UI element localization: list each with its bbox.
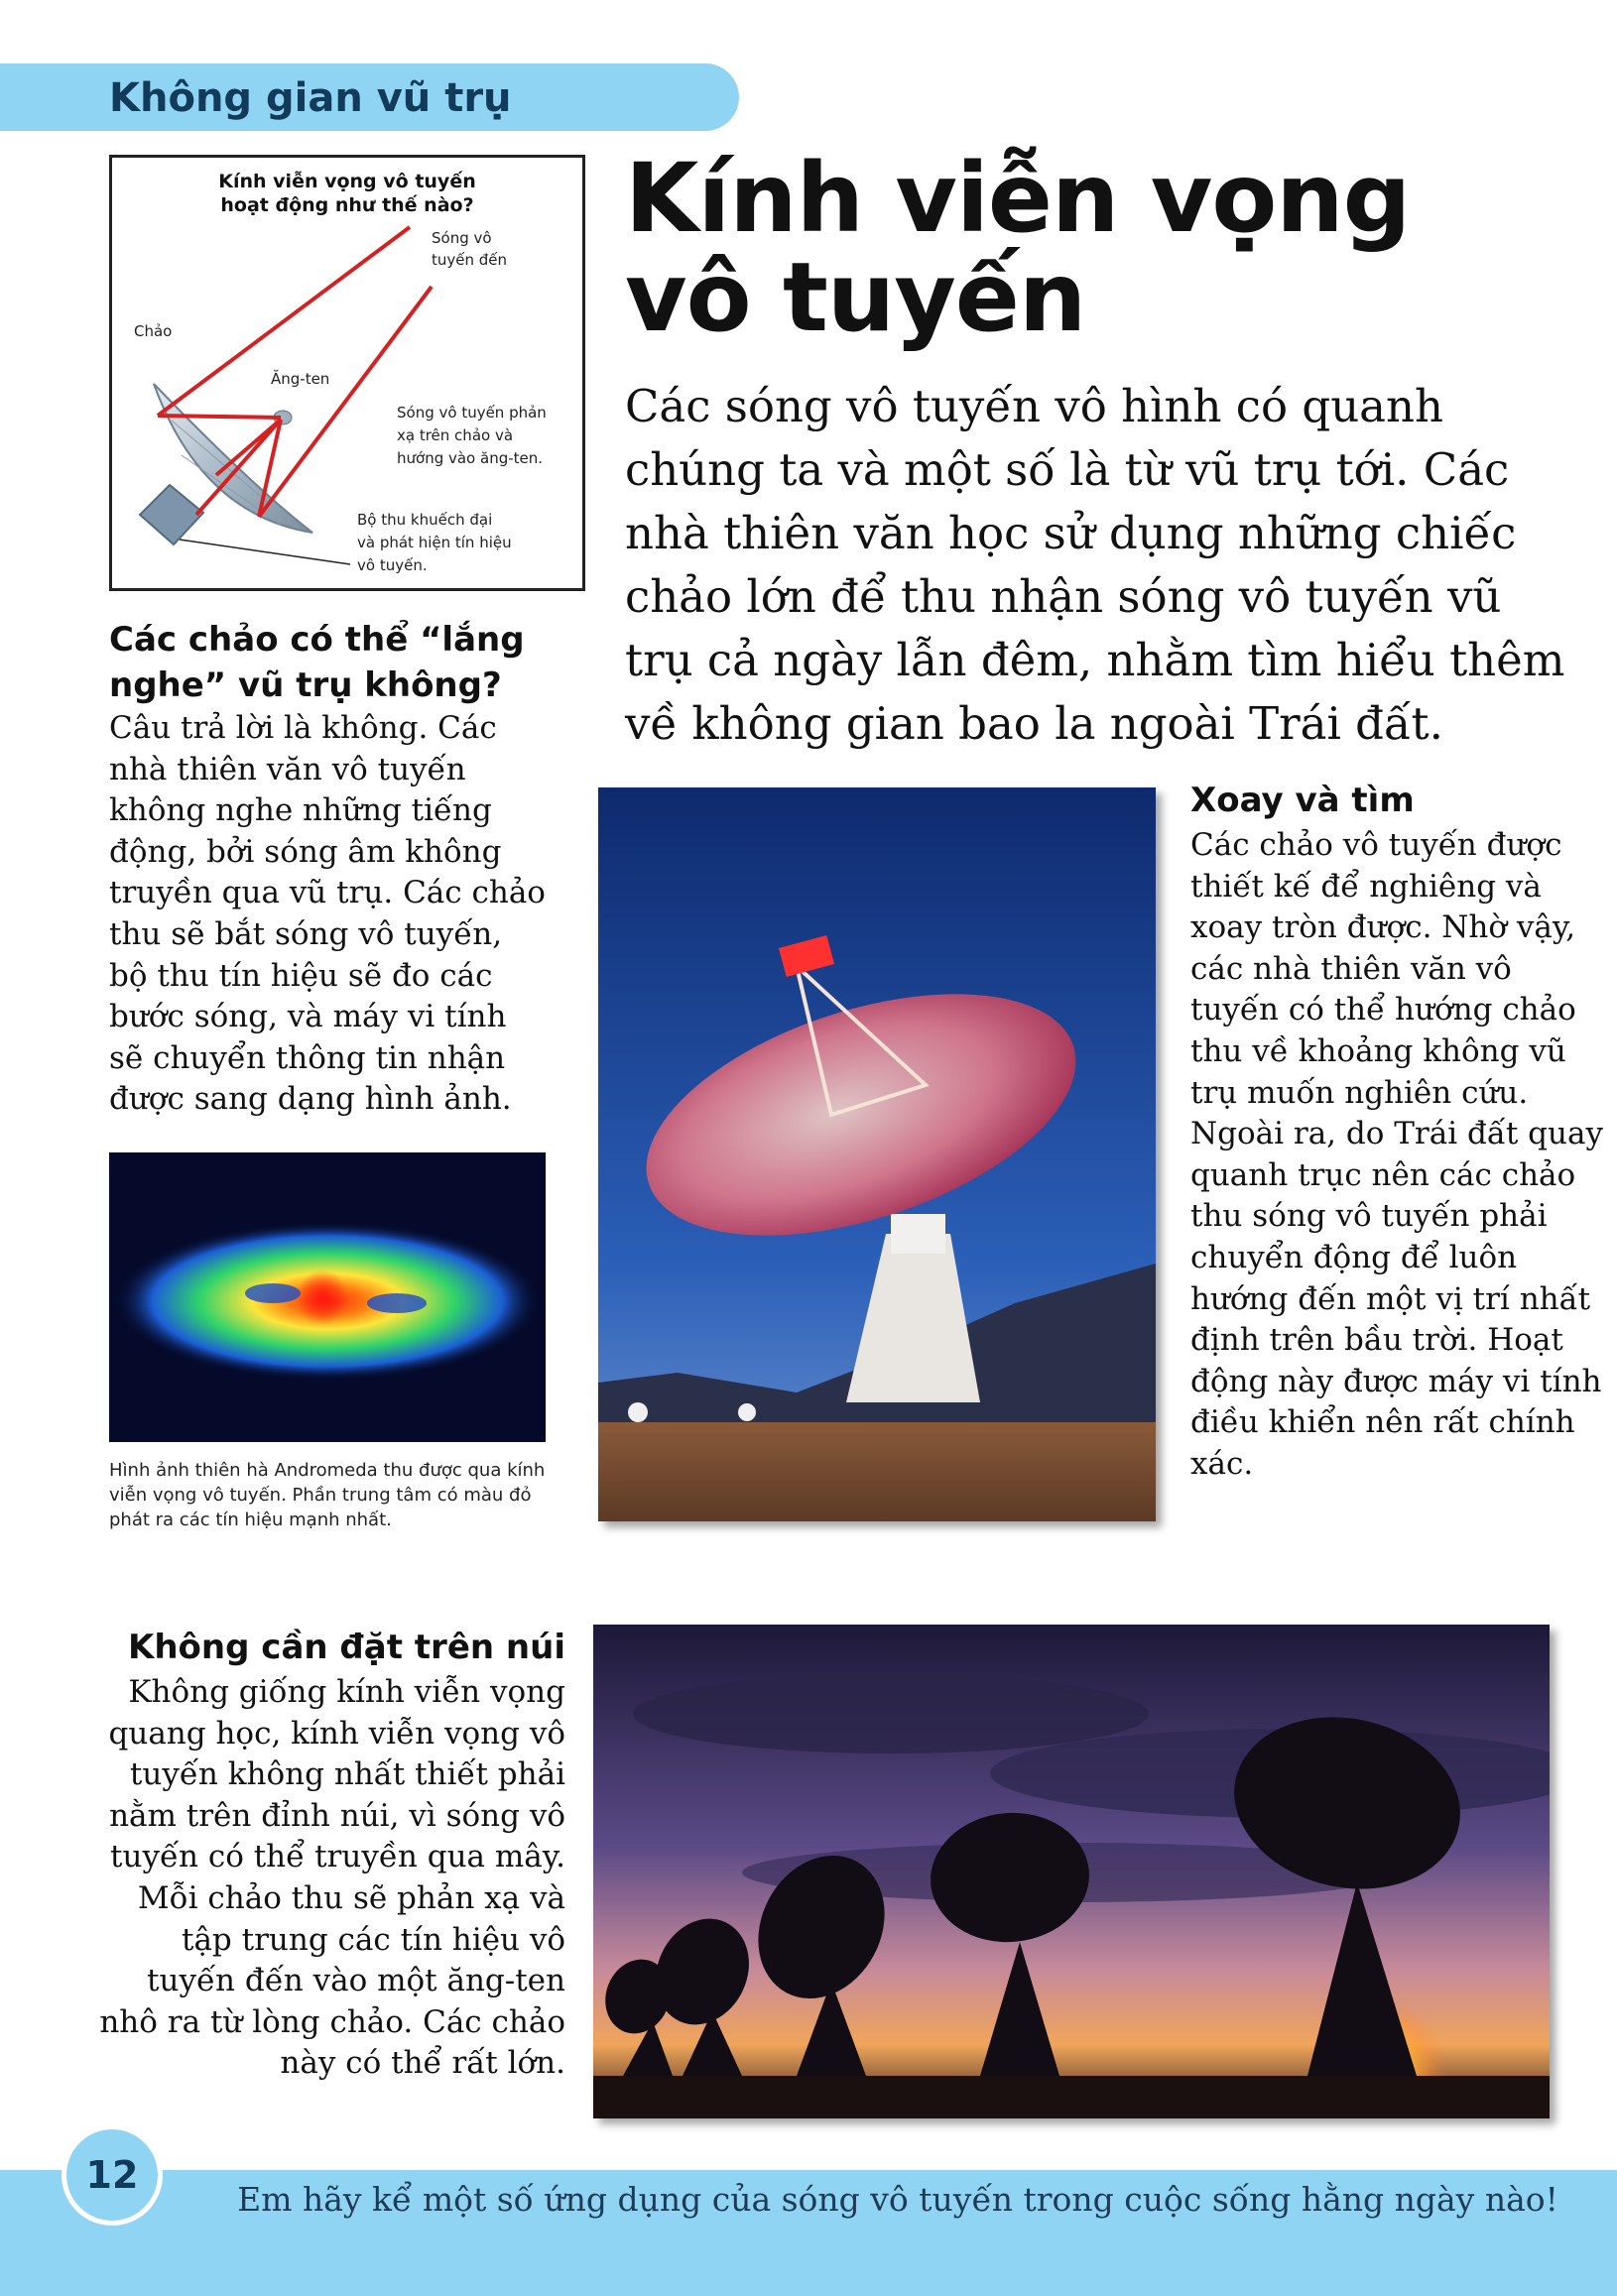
page-number: 12 xyxy=(62,2124,163,2226)
label-receiver-1: Bộ thu khuếch đại xyxy=(357,511,493,529)
label-receiver-3: vô tuyến. xyxy=(357,556,428,574)
label-waves-in-2: tuyến đến xyxy=(432,251,508,269)
label-reflect-3: hướng vào ăng-ten. xyxy=(397,449,544,467)
receiver-box xyxy=(140,485,203,544)
radio-dish-night-photo xyxy=(598,787,1156,1521)
dish-array-sunset-photo xyxy=(593,1625,1550,2118)
andromeda-radio-image xyxy=(109,1152,546,1442)
diagram-title-2: hoạt động như thế nào? xyxy=(220,194,474,216)
footer-question: Em hãy kể một số ứng dụng của sóng vô tuyến trong cuộc sống hằng ngày nào! xyxy=(237,2180,1558,2219)
listen-body: Câu trả lời là không. Các nhà thiên văn vô tuyến không nghe những tiếng động, bởi sóng âm không truyền qua vũ trụ. Các chảo thu sẽ bắt sóng vô tuyến, bộ thu tín hiệu sẽ đo các bước sóng, và máy vi tính sẽ chuyển thông tin nhận được sang dạng hình ảnh. xyxy=(109,710,546,1118)
intro-paragraph: Các sóng vô tuyến vô hình có quanh chúng ta và một số là từ vũ trụ tới. Các nhà thiên văn học sử dụng những chiếc chảo lớn để thu nhận sóng vô tuyến vũ trụ cả ngày lẫn đêm, nhằm tìm hiểu thêm về không gian bao la ngoài Trái đất. xyxy=(625,380,1565,750)
mountain-body: Không giống kính viễn vọng quang học, kính viễn vọng vô tuyến không nhất thiết phải nằm trên đỉnh núi, vì sóng vô tuyến có thể truyền qua mây. Mỗi chảo thu sẽ phản xạ và tập trung các tín hiệu vô tuyến đến vào một ăng-ten nhô ra từ lòng chảo. Các chảo này có thể rất lớn. xyxy=(99,1674,565,2082)
label-reflect-1: Sóng vô tuyến phản xyxy=(397,404,547,422)
andromeda-caption: Hình ảnh thiên hà Andromeda thu được qua kính viễn vọng vô tuyến. Phần trung tâm có màu đỏ phát ra các tín hiệu mạnh nhất. xyxy=(109,1460,546,1530)
receiver-pointer xyxy=(180,540,350,564)
label-reflect-2: xạ trên chảo và xyxy=(397,426,514,444)
radio-telescope-diagram xyxy=(112,158,582,588)
how-it-works-diagram xyxy=(109,155,585,591)
diagram-title-1: Kính viễn vọng vô tuyến xyxy=(218,171,476,192)
label-receiver-2: và phát hiện tín hiệu xyxy=(357,534,512,551)
section-title: Không gian vũ trụ xyxy=(109,75,512,121)
mountain-heading: Không cần đặt trên núi xyxy=(128,1628,565,1667)
label-antenna: Ăng-ten xyxy=(271,370,330,388)
rotate-heading: Xoay và tìm xyxy=(1190,781,1415,820)
page-title: Kính viễn vọng vô tuyến xyxy=(625,143,1411,353)
rotate-body: Các chảo vô tuyến được thiết kế để nghiêng và xoay tròn được. Nhờ vậy, các nhà thiên văn vô tuyến có thể hướng chảo thu về khoảng không vũ trụ muốn nghiên cứu. Ngoài ra, do Trái đất quay quanh trục nên các chảo thu sóng vô tuyến phải chuyển động để luôn hướng đến một vị trí nhất định trên bầu trời. Hoạt động này được máy vi tính điều khiển nên rất chính xác. xyxy=(1190,827,1603,1482)
label-dish: Chảo xyxy=(134,322,173,340)
listen-heading: Các chảo có thể “lắng nghe” vũ trụ không? xyxy=(109,620,525,705)
label-waves-in-1: Sóng vô xyxy=(432,229,492,247)
